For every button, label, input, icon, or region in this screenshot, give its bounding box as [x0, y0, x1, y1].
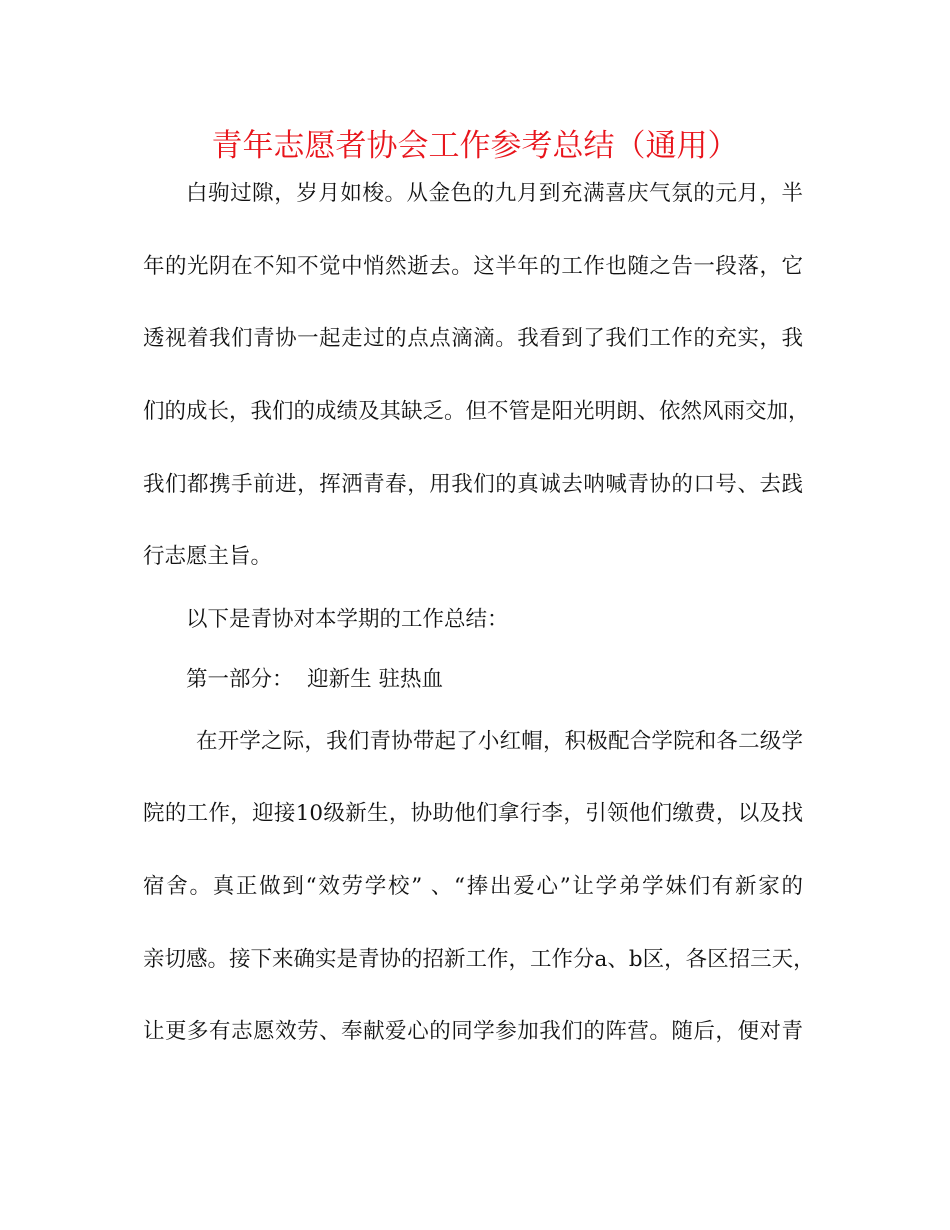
- paragraph2-line-2: 院的工作，迎接10级新生，协助他们拿行李，引领他们缴费，以及找: [143, 801, 803, 826]
- paragraph-line-4: 们的成长，我们的成绩及其缺乏。但不管是阳光明朗、依然风雨交加，: [143, 399, 810, 424]
- paragraph-line-1: 白驹过隙，岁月如梭。从金色的九月到充满喜庆气氛的元月，半: [186, 181, 803, 206]
- paragraph-line-5: 我们都携手前进，挥洒青春，用我们的真诚去呐喊青协的口号、去践: [143, 472, 803, 497]
- paragraph2-line-3: 宿舍。真正做到“效劳学校” 、“捧出爱心”让学弟学妹们有新家的: [143, 874, 803, 899]
- section-heading: 第一部分： 迎新生 驻热血: [186, 667, 444, 692]
- document-title: 青年志愿者协会工作参考总结（通用）: [211, 128, 739, 164]
- intro-line: 以下是青协对本学期的工作总结：: [186, 607, 509, 632]
- paragraph-line-6: 行志愿主旨。: [143, 544, 273, 569]
- paragraph2-line-1: 在开学之际，我们青协带起了小红帽，积极配合学院和各二级学: [196, 729, 803, 754]
- paragraph-line-2: 年的光阴在不知不觉中悄然逝去。这半年的工作也随之告一段落，它: [143, 254, 803, 279]
- paragraph2-line-5: 让更多有志愿效劳、奉献爱心的同学参加我们的阵营。随后，便对青: [143, 1019, 803, 1044]
- paragraph2-line-4: 亲切感。接下来确实是青协的招新工作，工作分a、b区，各区招三天，: [143, 947, 815, 972]
- paragraph-line-3: 透视着我们青协一起走过的点点滴滴。我看到了我们工作的充实，我: [143, 326, 803, 351]
